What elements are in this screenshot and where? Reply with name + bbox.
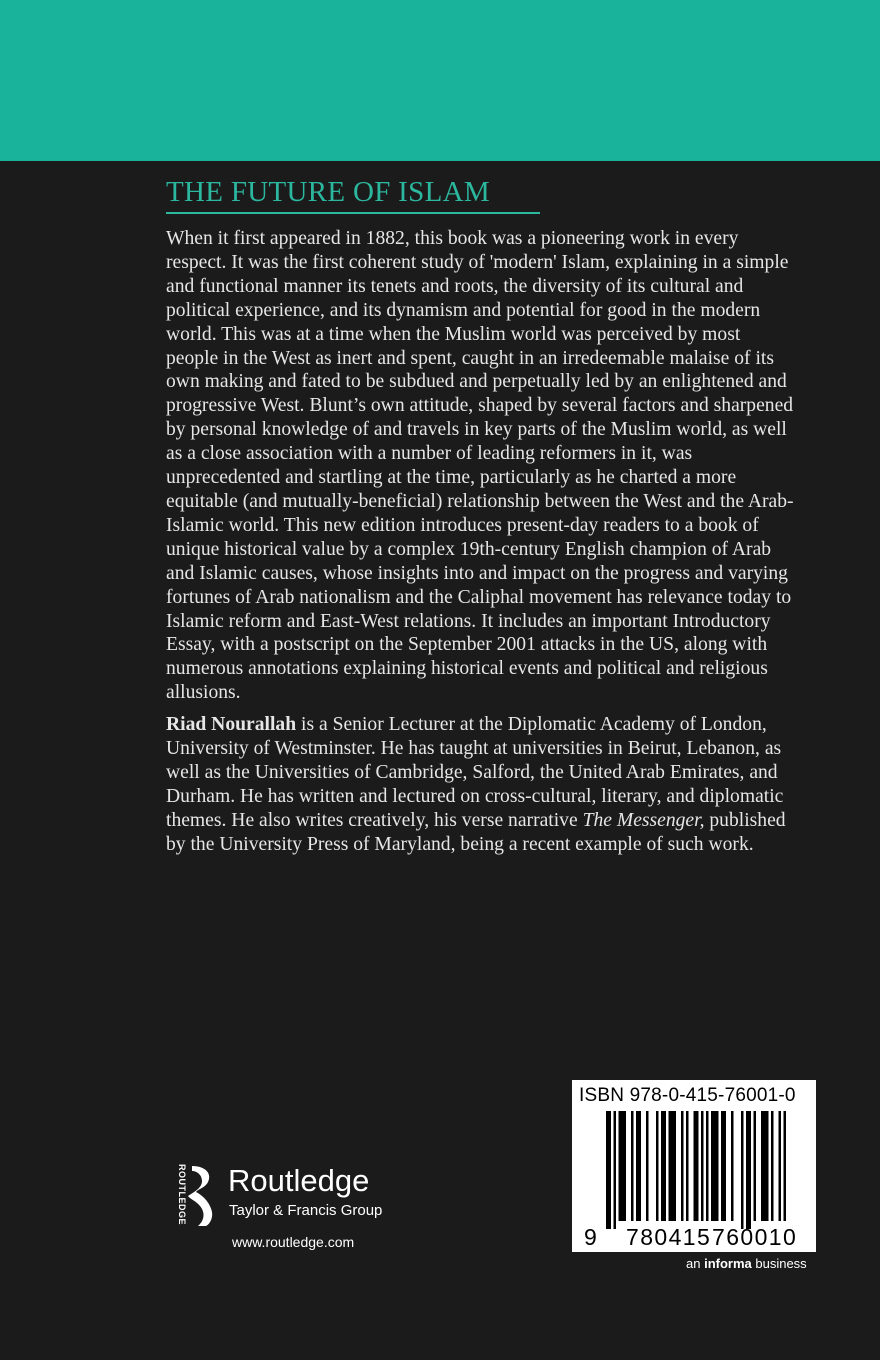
ean-digits	[572, 1224, 816, 1250]
publisher-logo-block	[172, 1160, 432, 1260]
publisher-group: Taylor & Francis Group	[229, 1202, 383, 1219]
back-cover-text	[166, 227, 796, 865]
ean-first-digit: 9	[584, 1224, 597, 1250]
barcode-icon	[606, 1111, 786, 1229]
barcode-bar	[779, 1111, 782, 1221]
barcode-bar	[614, 1111, 617, 1229]
barcode-bar	[701, 1111, 704, 1221]
barcode-bar	[754, 1111, 757, 1221]
barcode-bar	[694, 1111, 699, 1221]
barcode-bar	[606, 1111, 611, 1229]
publisher-name: Routledge	[228, 1163, 370, 1198]
author-bio	[166, 713, 796, 856]
barcode-bar	[656, 1111, 659, 1221]
barcode-bar	[741, 1111, 744, 1229]
barcode-bar	[619, 1111, 627, 1221]
informa-suffix: business	[751, 1256, 807, 1271]
book-title: THE FUTURE OF ISLAM	[166, 176, 490, 208]
barcode-bar	[646, 1111, 649, 1221]
bio-text-part-2: published by the University Press of Maryland, being a recent example of such work.	[166, 809, 786, 855]
barcode-bar	[711, 1111, 719, 1221]
routledge-logo-icon	[172, 1162, 218, 1228]
title-underline	[166, 212, 540, 214]
ean-right-group: 760010	[712, 1224, 798, 1250]
isbn-label: ISBN 978-0-415-76001-0	[579, 1085, 796, 1106]
author-name: Riad Nourallah	[166, 714, 297, 736]
barcode-bar	[731, 1111, 734, 1221]
book-description: When it first appeared in 1882, this book was a pioneering work in every respect. It was the first coherent study of 'modern' Islam, explaining in a simple and functional manner its tenets and roots, the diversity of its cultural and political experience, and its dynamism and potential for good in the modern world. This was at a time when the Muslim world was perceived by most people in the West as inert and spent, caught in an irredeemable malaise of its own making and fated to be subdued and perpetually led by an enlightened and progressive West. Blunt’s own attitude, shaped by several factors and sharpened by personal knowledge of and travels in key parts of the Muslim world, as well as a close association with a number of leading reformers in it, was unprecedented and startling at the time, particularly as he charted a more equitable (and mutually-beneficial) relationship between the West and the Arab-Islamic world. This new edition introduces present-day readers to a book of unique historical value by a complex 19th-century English champion of Arab and Islamic causes, whose insights into and impact on the progress and varying fortunes of Arab nationalism and the Caliphal movement has relevance today to Islamic reform and East-West relations. It includes an important Introductory Essay, with a postscript on the September 2001 attacks in the US, along with numerous annotations explaining historical events and political and religious allusions.	[166, 228, 794, 704]
barcode-bar	[686, 1111, 689, 1221]
isbn-barcode-panel	[572, 1080, 816, 1252]
informa-business-line	[686, 1256, 807, 1271]
barcode-bar	[661, 1111, 666, 1221]
barcode-bar	[784, 1111, 787, 1221]
publisher-website: www.routledge.com	[232, 1234, 355, 1250]
barcode-bar	[746, 1111, 751, 1229]
ean-left-group: 780415	[626, 1224, 712, 1250]
barcode-bar	[681, 1111, 684, 1221]
top-color-band	[0, 0, 880, 161]
logo-vertical-text: ROUTLEDGE	[177, 1164, 187, 1226]
barcode-bar	[721, 1111, 726, 1221]
informa-brand: informa	[704, 1256, 752, 1271]
bio-work-title: The Messenger,	[582, 809, 705, 831]
barcode-bar	[636, 1111, 641, 1221]
barcode-bar	[631, 1111, 634, 1221]
barcode-bar	[761, 1111, 769, 1221]
informa-prefix: an	[686, 1256, 705, 1271]
barcode-bar	[706, 1111, 709, 1221]
barcode-bar	[669, 1111, 677, 1221]
barcode-bar	[771, 1111, 774, 1221]
bio-text-part-1: is a Senior Lecturer at the Diplomatic Academy of London, University of Westminster. He has taught at universities in Beirut, Lebanon, as well as the Universities of Cambridge, Salford, the United Arab Emirates, and Durham. He has written and lectured on cross-cultural, literary, and diplomatic themes. He also writes creatively, his verse narrative	[166, 714, 784, 831]
